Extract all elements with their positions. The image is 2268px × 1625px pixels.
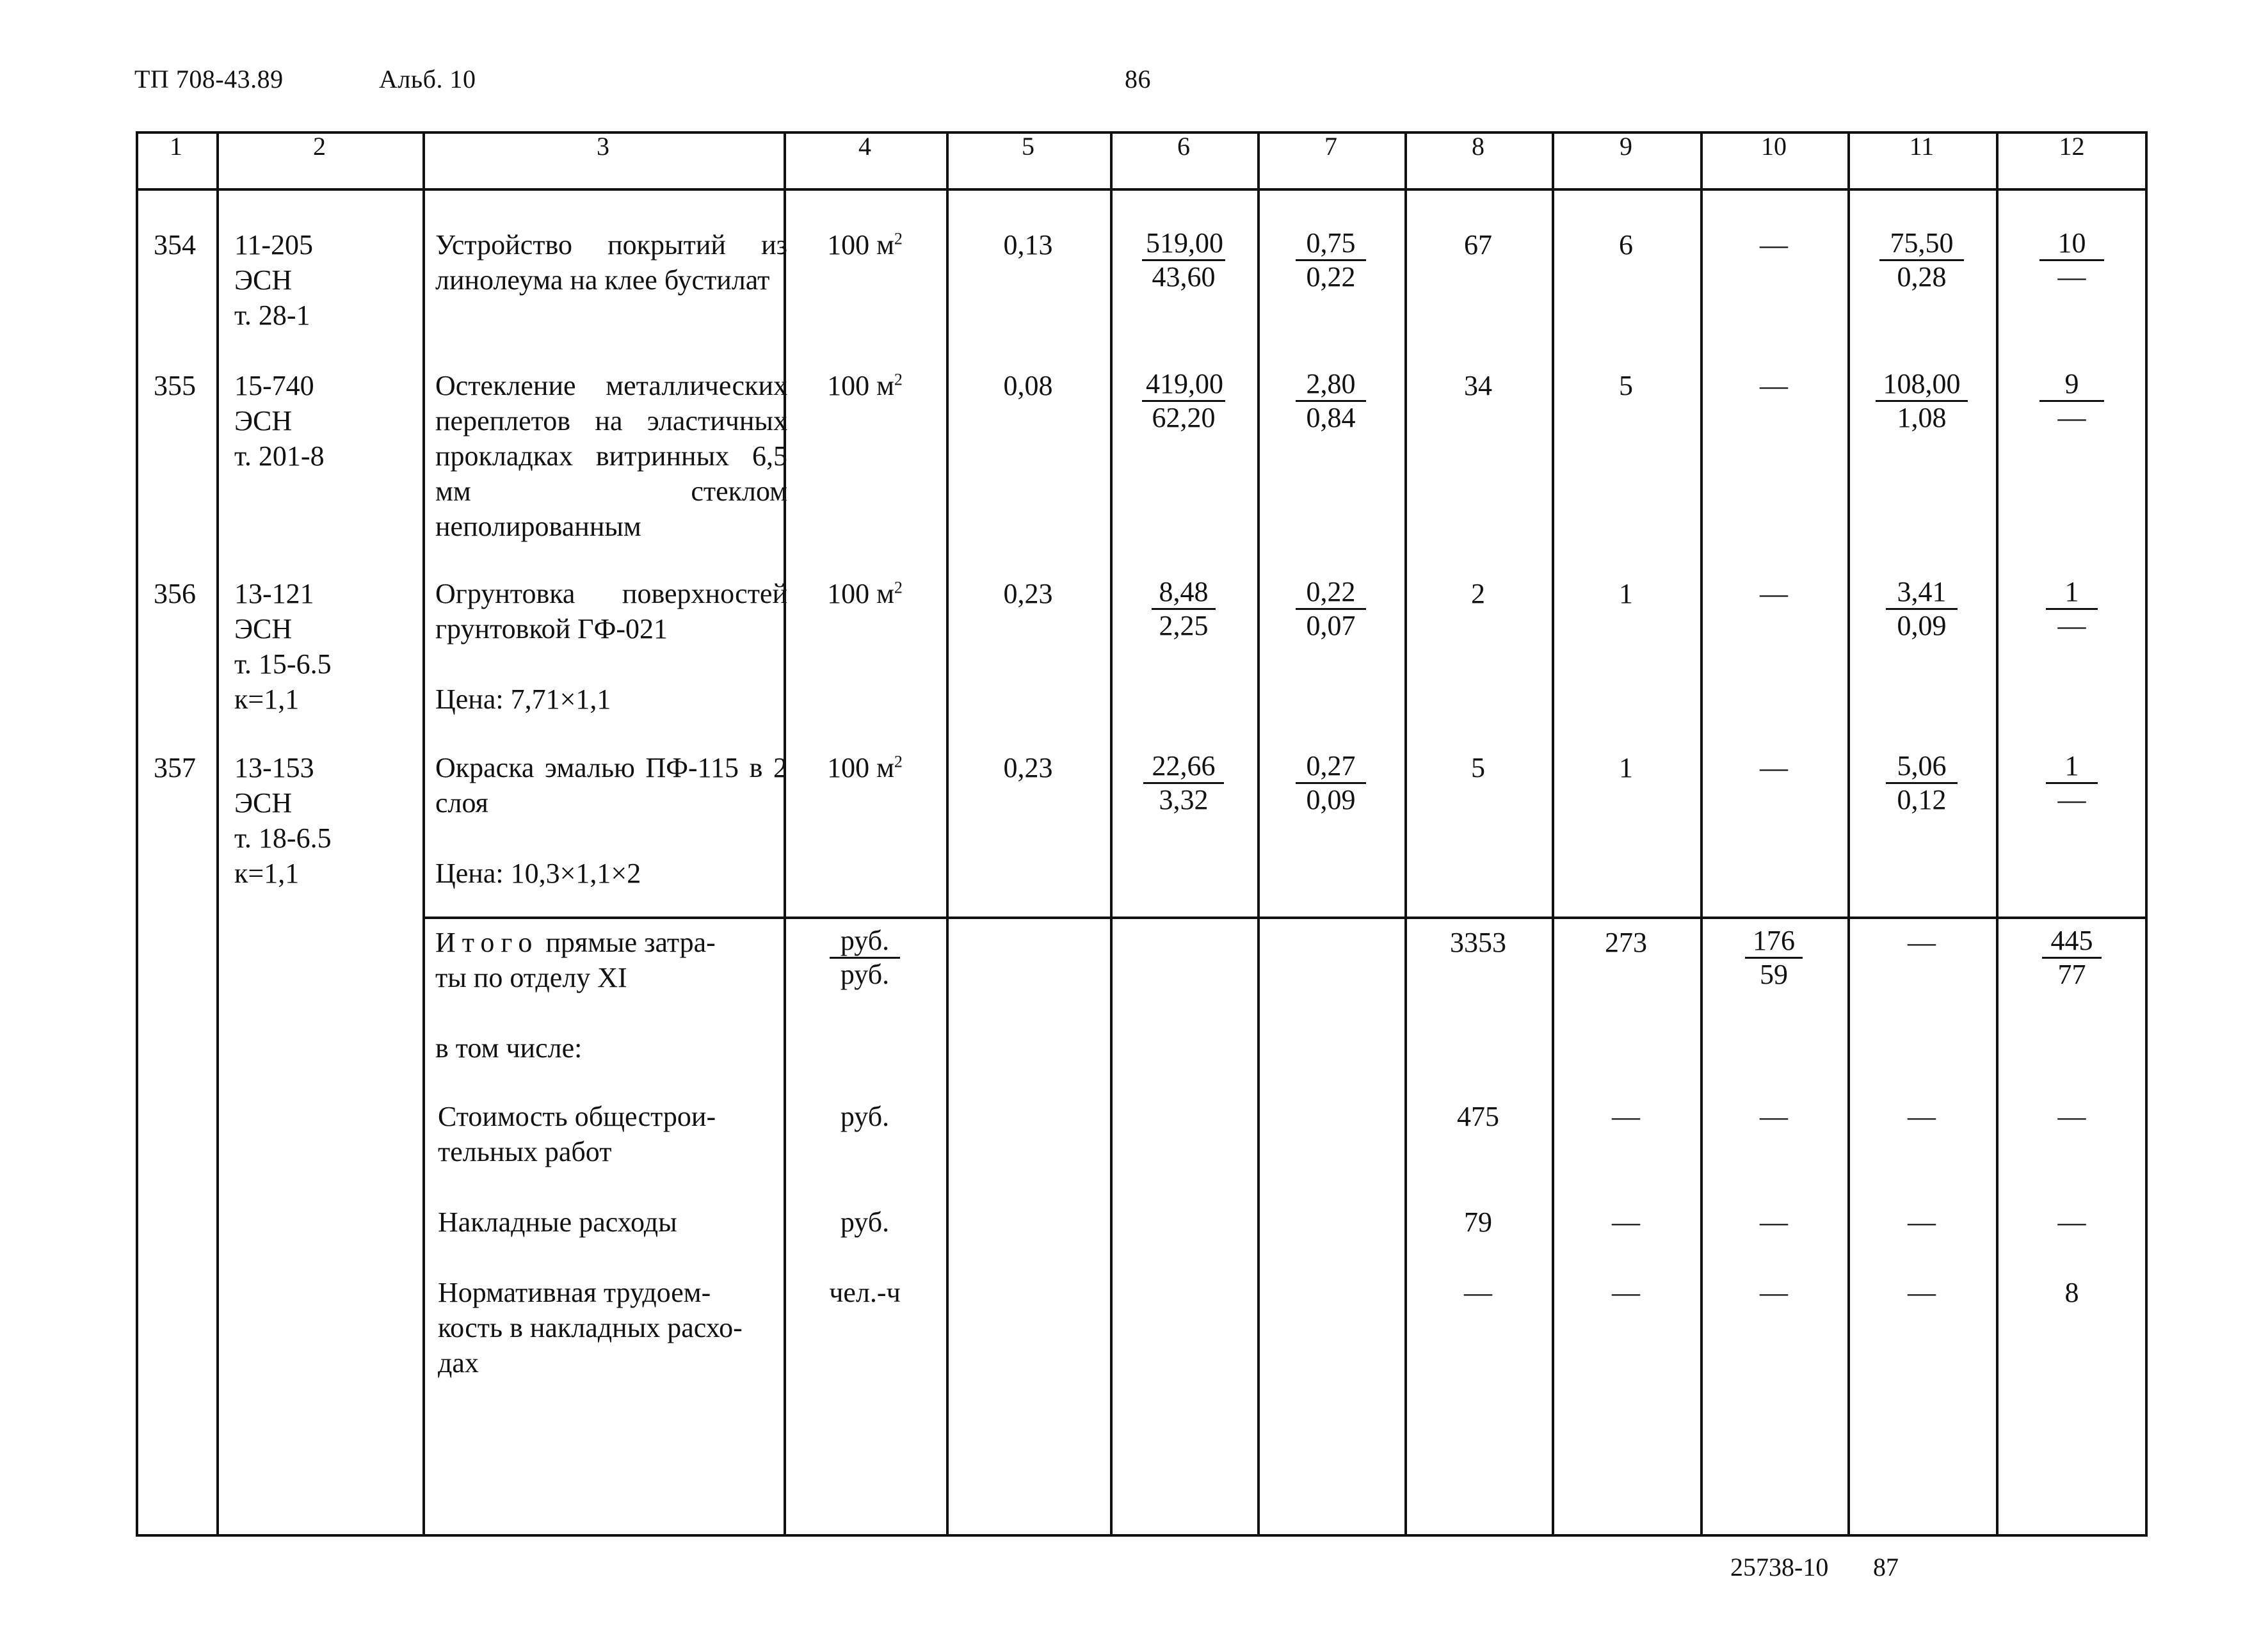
cell-value: — (1612, 1277, 1640, 1308)
column-header: 2 (313, 132, 326, 161)
row-number: 356 (154, 578, 196, 609)
norm-code: 13-153 (234, 752, 314, 783)
totals-divider (422, 917, 2148, 919)
cell-value: — (1760, 370, 1788, 401)
fraction-cell (1996, 368, 2148, 434)
denominator: — (2057, 610, 2086, 641)
numerator: 1 (2046, 576, 2098, 610)
cell-value: — (1760, 1101, 1788, 1132)
fraction-cell (1847, 227, 1996, 293)
totals-item-label: кость в накладных расхо- (438, 1312, 743, 1343)
unit-text: 100 м (827, 370, 894, 401)
cell-value: — (2057, 1206, 2086, 1238)
price-note: Цена: 10,3×1,1×2 (435, 858, 641, 889)
quantity: 0,13 (1003, 229, 1053, 260)
column-divider (1110, 131, 1113, 1537)
unit (784, 750, 946, 785)
unit-text: 100 м (827, 752, 894, 783)
column-divider (1404, 131, 1407, 1537)
totals-item-label: Нормативная трудоем- (438, 1277, 711, 1308)
cell-value: — (1760, 229, 1788, 260)
cell-value: — (2057, 1101, 2086, 1132)
column-divider (1996, 131, 1999, 1537)
totals-item-label: дах (438, 1347, 479, 1379)
column-divider (784, 131, 786, 1537)
column-header: 10 (1761, 132, 1787, 161)
column-header: 4 (858, 132, 871, 161)
denominator: 0,84 (1306, 402, 1356, 433)
numerator: 10 (2039, 227, 2104, 261)
unit-superscript: 2 (894, 370, 903, 389)
column-divider (1257, 131, 1260, 1537)
numerator: 1 (2046, 750, 2098, 784)
footer-page: 87 (1873, 1553, 1899, 1581)
unit-text: 100 м (827, 229, 894, 260)
fraction-cell (1110, 368, 1257, 434)
cell-value: 67 (1464, 229, 1492, 260)
denominator: 77 (2057, 959, 2086, 990)
totals-label-rest: прямые затра- (545, 927, 716, 958)
fraction-cell (1257, 576, 1404, 642)
header-divider (136, 188, 2148, 191)
cell-value: — (1760, 1206, 1788, 1238)
numerator: 8,48 (1152, 576, 1216, 610)
numerator: 0,75 (1296, 227, 1366, 261)
fraction-cell (1847, 368, 1996, 434)
page-number: 86 (1125, 65, 1151, 93)
cell-value: — (1908, 1277, 1936, 1308)
norm-code: 11-205 (234, 229, 314, 260)
cell-value: 273 (1605, 927, 1647, 958)
cell-value: 5 (1471, 752, 1485, 783)
norm-code: к=1,1 (234, 858, 300, 889)
quantity: 0,08 (1003, 370, 1053, 401)
numerator: 419,00 (1142, 368, 1225, 402)
column-divider (422, 131, 425, 1537)
column-header: 1 (170, 132, 182, 161)
including-label: в том числе: (435, 1032, 583, 1064)
cell-value: 34 (1464, 370, 1492, 401)
numerator: 108,00 (1876, 368, 1968, 402)
numerator: 519,00 (1142, 227, 1225, 261)
denominator: 3,32 (1159, 784, 1209, 815)
column-divider (1700, 131, 1703, 1537)
norm-code: 13-121 (234, 578, 314, 609)
numerator: 5,06 (1886, 750, 1958, 784)
row-number: 357 (154, 752, 196, 783)
totals-item-label: Стоимость общестрои- (438, 1101, 716, 1132)
denominator: 62,20 (1152, 402, 1216, 433)
column-divider (216, 131, 219, 1537)
fraction-cell (1257, 368, 1404, 434)
cell-value: 475 (1457, 1101, 1499, 1132)
column-header: 12 (2059, 132, 2085, 161)
document-code: ТП 708-43.89 (134, 65, 284, 93)
denominator: 0,28 (1897, 261, 1947, 292)
cell-value: — (1908, 1101, 1936, 1132)
column-header: 6 (1177, 132, 1190, 161)
cell-value: — (1760, 752, 1788, 783)
quantity: 0,23 (1003, 578, 1053, 609)
totals-word: Итого (435, 927, 539, 958)
quantity: 0,23 (1003, 752, 1053, 783)
unit-superscript: 2 (894, 752, 903, 771)
column-header: 9 (1620, 132, 1632, 161)
numerator: 0,27 (1296, 750, 1366, 784)
cell-value: 2 (1471, 578, 1485, 609)
cell-value: 5 (1619, 370, 1633, 401)
fraction-cell (1700, 925, 1847, 991)
denominator: 0,09 (1897, 610, 1947, 641)
fraction-cell (1110, 227, 1257, 293)
numerator: 445 (2042, 925, 2102, 959)
work-description: Окраска эмалью ПФ-115 в 2 слоя (435, 752, 787, 819)
totals-item-label: тельных работ (438, 1136, 612, 1167)
unit-superscript: 2 (894, 229, 903, 248)
cell-value: 1 (1619, 578, 1633, 609)
denominator: — (2057, 784, 2086, 815)
work-description: Остекление металлических переплетов на эластичных прокладках витринных 6,5 мм стеклом неполированным (435, 370, 787, 542)
column-divider (1552, 131, 1554, 1537)
norm-code: ЭСН (234, 613, 293, 644)
denominator: — (2057, 402, 2086, 433)
column-header: 7 (1324, 132, 1337, 161)
numerator: 3,41 (1886, 576, 1958, 610)
unit: руб. (840, 1206, 890, 1238)
cell-value: — (1908, 927, 1936, 958)
unit (784, 227, 946, 262)
work-description: Огрунтовка поверхностей грунтовкой ГФ-021 (435, 578, 787, 644)
norm-code: ЭСН (234, 405, 293, 436)
denominator: 43,60 (1152, 261, 1216, 292)
column-divider (946, 131, 949, 1537)
norm-code: 15-740 (234, 370, 314, 401)
denominator: 0,09 (1306, 784, 1356, 815)
footer-code: 25738-10 (1730, 1553, 1829, 1581)
numerator: руб. (830, 925, 900, 959)
row-number: 354 (154, 229, 196, 260)
column-divider (1847, 131, 1850, 1537)
numerator: 176 (1745, 925, 1803, 959)
work-description: Устройство покрытий из линолеума на клее бустилат (435, 229, 787, 296)
cell-value: 8 (2064, 1277, 2079, 1308)
unit (784, 368, 946, 403)
norm-code: т. 18-6.5 (234, 822, 332, 854)
norm-code: т. 201-8 (234, 440, 325, 472)
norm-code: ЭСН (234, 787, 293, 819)
column-header: 3 (597, 132, 609, 161)
cell-value: — (1612, 1206, 1640, 1238)
unit (784, 576, 946, 611)
cell-value: — (1464, 1277, 1492, 1308)
cell-value: 6 (1619, 229, 1633, 260)
column-header: 8 (1472, 132, 1484, 161)
denominator: 1,08 (1897, 402, 1947, 433)
fraction-cell (1110, 576, 1257, 642)
price-note: Цена: 7,71×1,1 (435, 684, 611, 715)
fraction-cell (1110, 750, 1257, 816)
cell-value: — (1760, 1277, 1788, 1308)
denominator: 0,22 (1306, 261, 1356, 292)
denominator: руб. (840, 959, 890, 990)
totals-label: ты по отделу XI (435, 962, 627, 993)
numerator: 9 (2039, 368, 2104, 402)
denominator: — (2057, 261, 2086, 292)
numerator: 22,66 (1143, 750, 1224, 784)
fraction-cell (784, 925, 946, 991)
denominator: 0,12 (1897, 784, 1947, 815)
denominator: 59 (1760, 959, 1788, 990)
numerator: 0,22 (1296, 576, 1366, 610)
totals-label (435, 925, 716, 960)
fraction-cell (1996, 227, 2148, 293)
denominator: 0,07 (1306, 610, 1356, 641)
norm-code: т. 28-1 (234, 300, 310, 331)
unit: чел.-ч (829, 1277, 901, 1308)
column-header: 11 (1909, 132, 1934, 161)
numerator: 2,80 (1296, 368, 1366, 402)
cell-value: 1 (1619, 752, 1633, 783)
unit-text: 100 м (827, 578, 894, 609)
cell-value: — (1760, 578, 1788, 609)
unit-superscript: 2 (894, 578, 903, 597)
numerator: 75,50 (1879, 227, 1964, 261)
fraction-cell (1996, 576, 2148, 642)
row-number: 355 (154, 370, 196, 401)
norm-code: к=1,1 (234, 684, 300, 715)
unit: руб. (840, 1101, 890, 1132)
totals-item-label: Накладные расходы (438, 1206, 677, 1238)
norm-code: т. 15-6.5 (234, 648, 332, 680)
cell-value: — (1612, 1101, 1640, 1132)
cell-value: 79 (1464, 1206, 1492, 1238)
album-label: Альб. 10 (379, 65, 476, 93)
fraction-cell (1996, 925, 2148, 991)
fraction-cell (1257, 227, 1404, 293)
cell-value: 3353 (1450, 927, 1506, 958)
column-header: 5 (1022, 132, 1034, 161)
cell-value: — (1908, 1206, 1936, 1238)
fraction-cell (1847, 576, 1996, 642)
fraction-cell (1257, 750, 1404, 816)
fraction-cell (1996, 750, 2148, 816)
denominator: 2,25 (1159, 610, 1209, 641)
norm-code: ЭСН (234, 264, 293, 296)
fraction-cell (1847, 750, 1996, 816)
